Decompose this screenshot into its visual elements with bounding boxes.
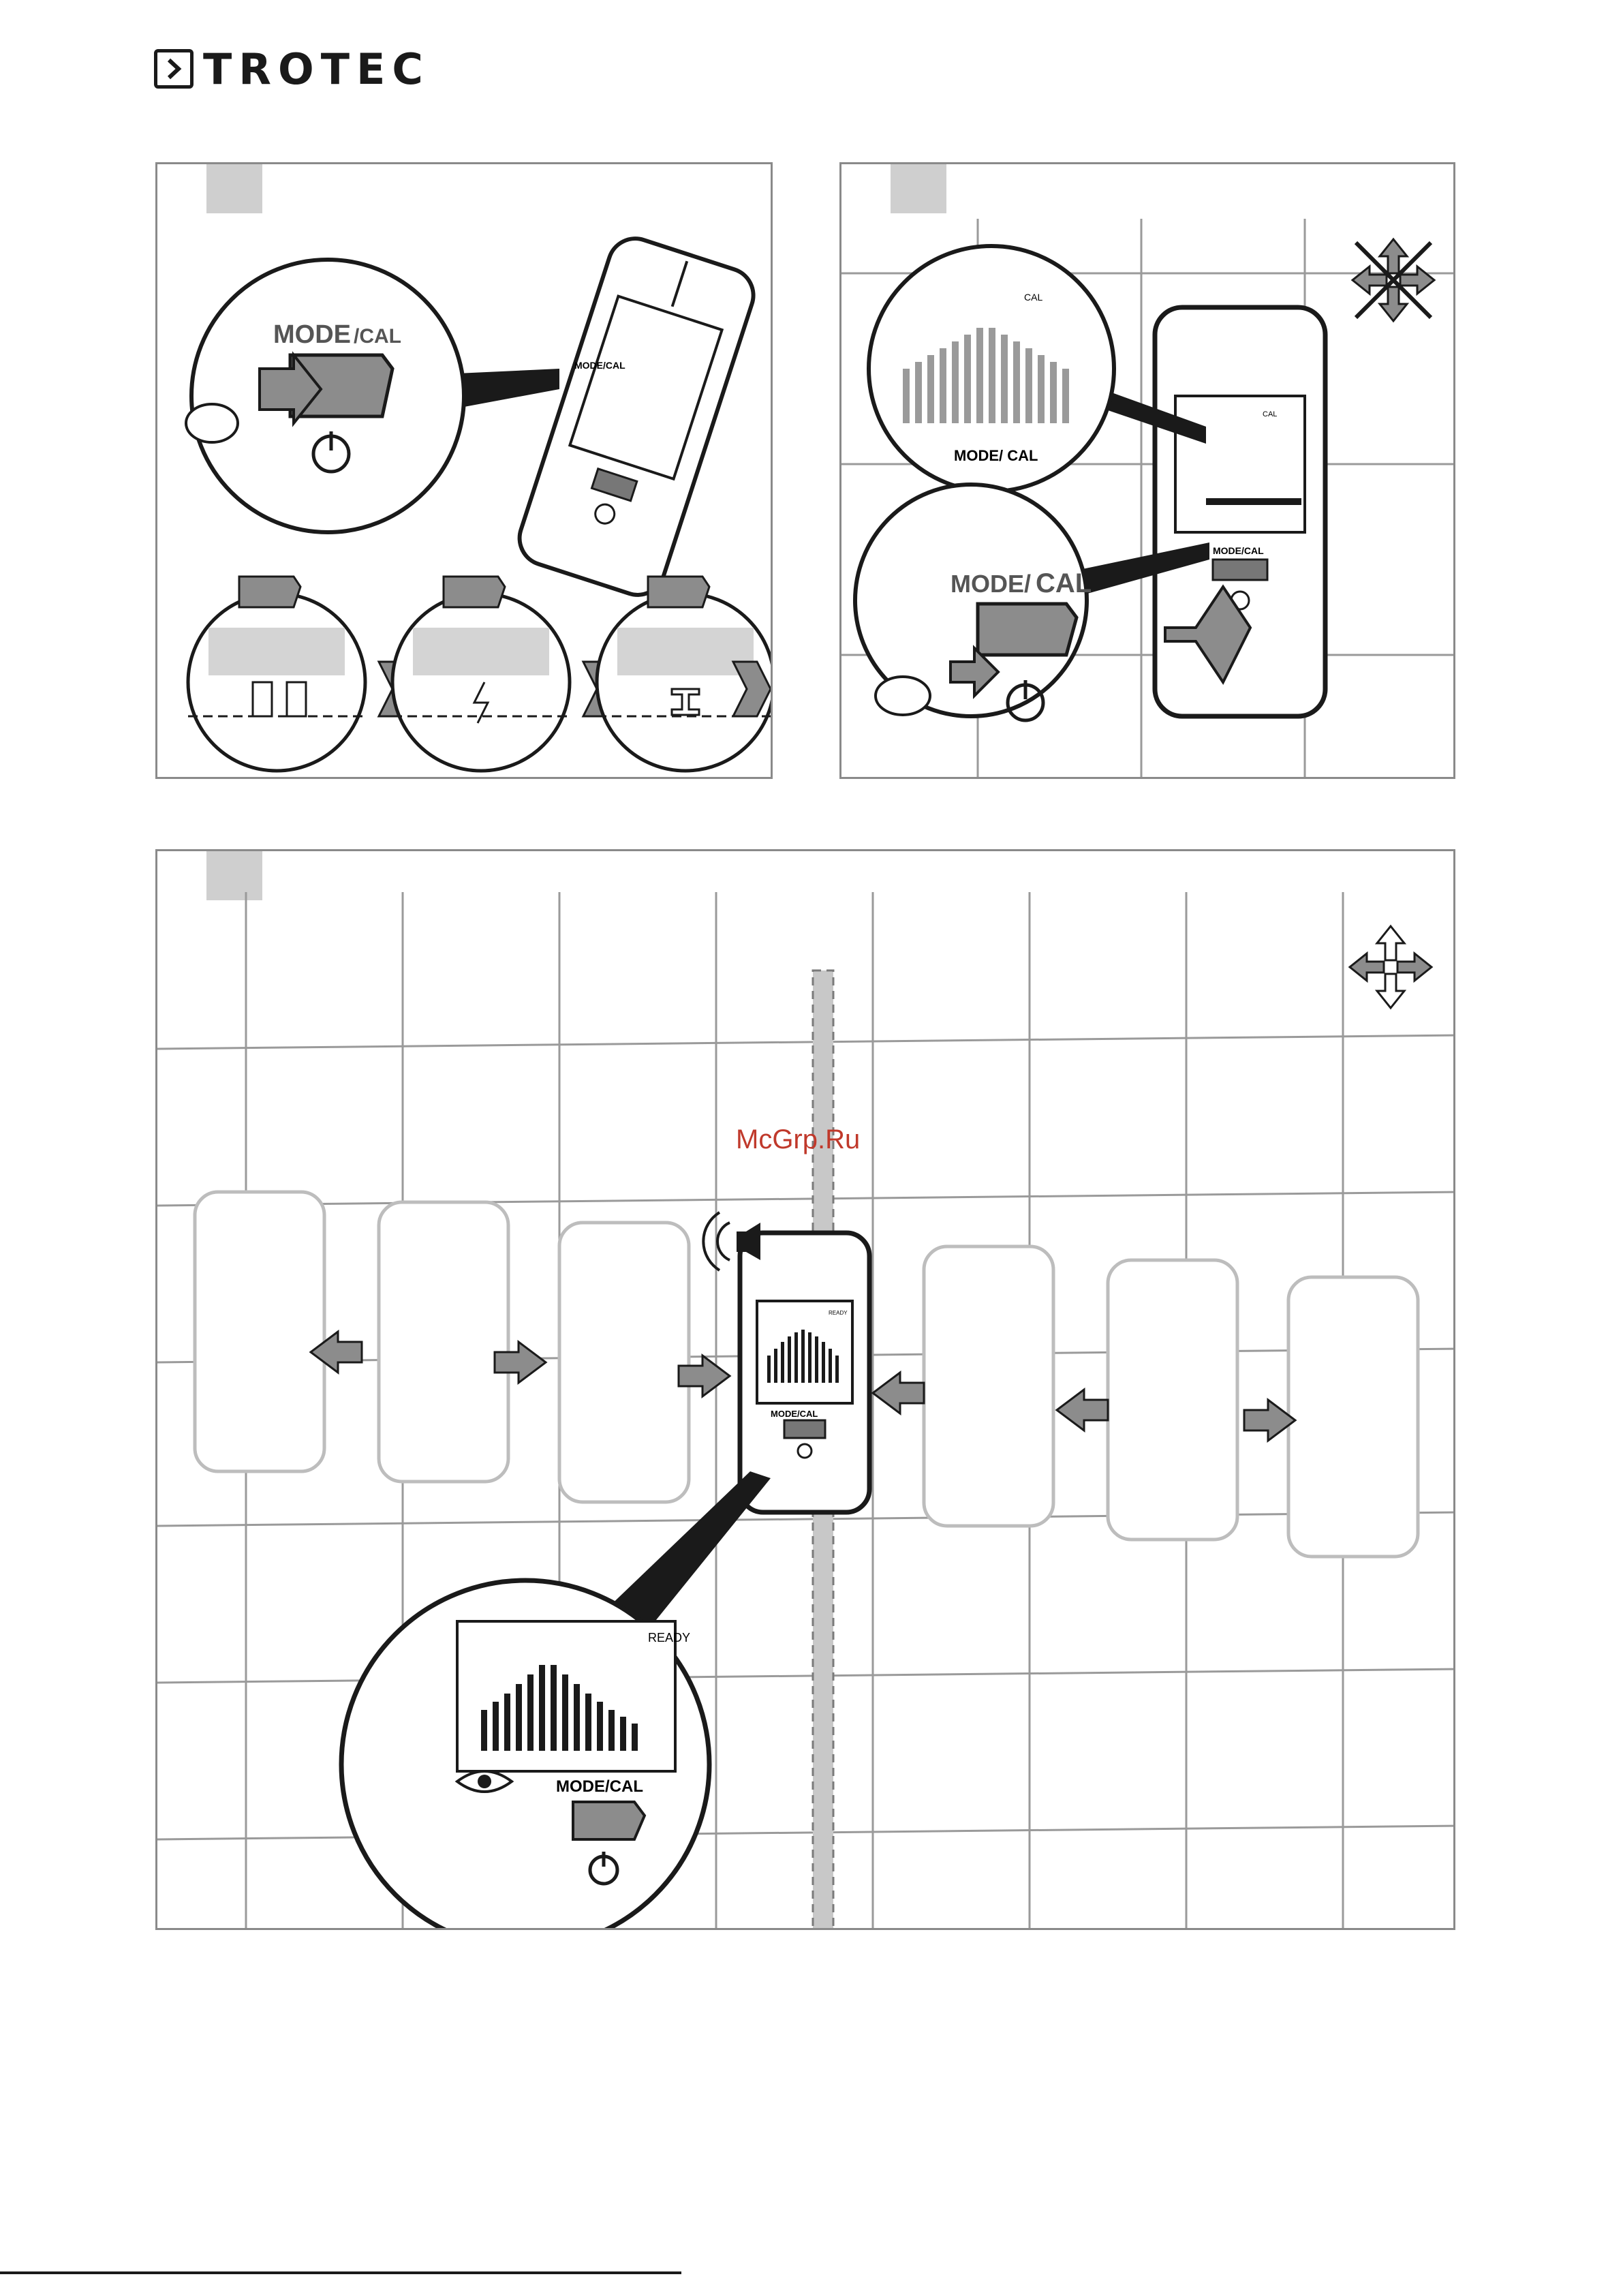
- device-body: [512, 232, 760, 602]
- watermark: McGrp.Ru: [736, 1124, 861, 1154]
- zoom-button-label-a: MODE/: [950, 570, 1032, 598]
- mode-step-1: [188, 594, 365, 771]
- zoom-display-button-label: MODE/ CAL: [954, 447, 1038, 464]
- zoom-button-label: MODE/CAL: [556, 1777, 643, 1796]
- figure-panel-2: [839, 162, 1455, 779]
- panel-2-illustration: [841, 164, 1455, 779]
- active-device: [740, 1233, 869, 1512]
- figure-panel-3: [155, 849, 1455, 1930]
- mode-cal-button: [978, 604, 1077, 655]
- hand-icon: [186, 404, 238, 442]
- zoom-button-label-small: /CAL: [354, 325, 401, 348]
- device-ready-label: READY: [829, 1310, 848, 1316]
- brand-logo: [154, 45, 481, 93]
- hand-icon: [876, 677, 930, 715]
- chevron-right-icon: [154, 49, 194, 89]
- device-body: [1155, 307, 1325, 716]
- zoom-cal-label: CAL: [1024, 292, 1043, 303]
- device-button-label: MODE/CAL: [1213, 545, 1264, 556]
- device-cal-label: CAL: [1263, 410, 1278, 418]
- mode-sequence: [188, 594, 773, 771]
- no-move-icon: [1352, 239, 1434, 321]
- figure-panel-1: [155, 162, 773, 779]
- zoom-button-label-big: MODE: [273, 320, 351, 349]
- panel-1-illustration: [157, 164, 773, 779]
- move-icon: [1350, 926, 1432, 1008]
- brand-name: TROTEC: [203, 44, 430, 94]
- mode-cal-button: [573, 1802, 645, 1839]
- device-button-label: MODE/CAL: [771, 1409, 818, 1419]
- panel-3-illustration: [157, 851, 1455, 1930]
- zoom-ready-label: READY: [648, 1631, 691, 1644]
- footer-rule: [0, 2271, 681, 2274]
- device-button-label: MODE/CAL: [574, 360, 625, 371]
- zoom-button-label-b: CAL: [1036, 568, 1092, 598]
- mode-step-2: [392, 594, 570, 771]
